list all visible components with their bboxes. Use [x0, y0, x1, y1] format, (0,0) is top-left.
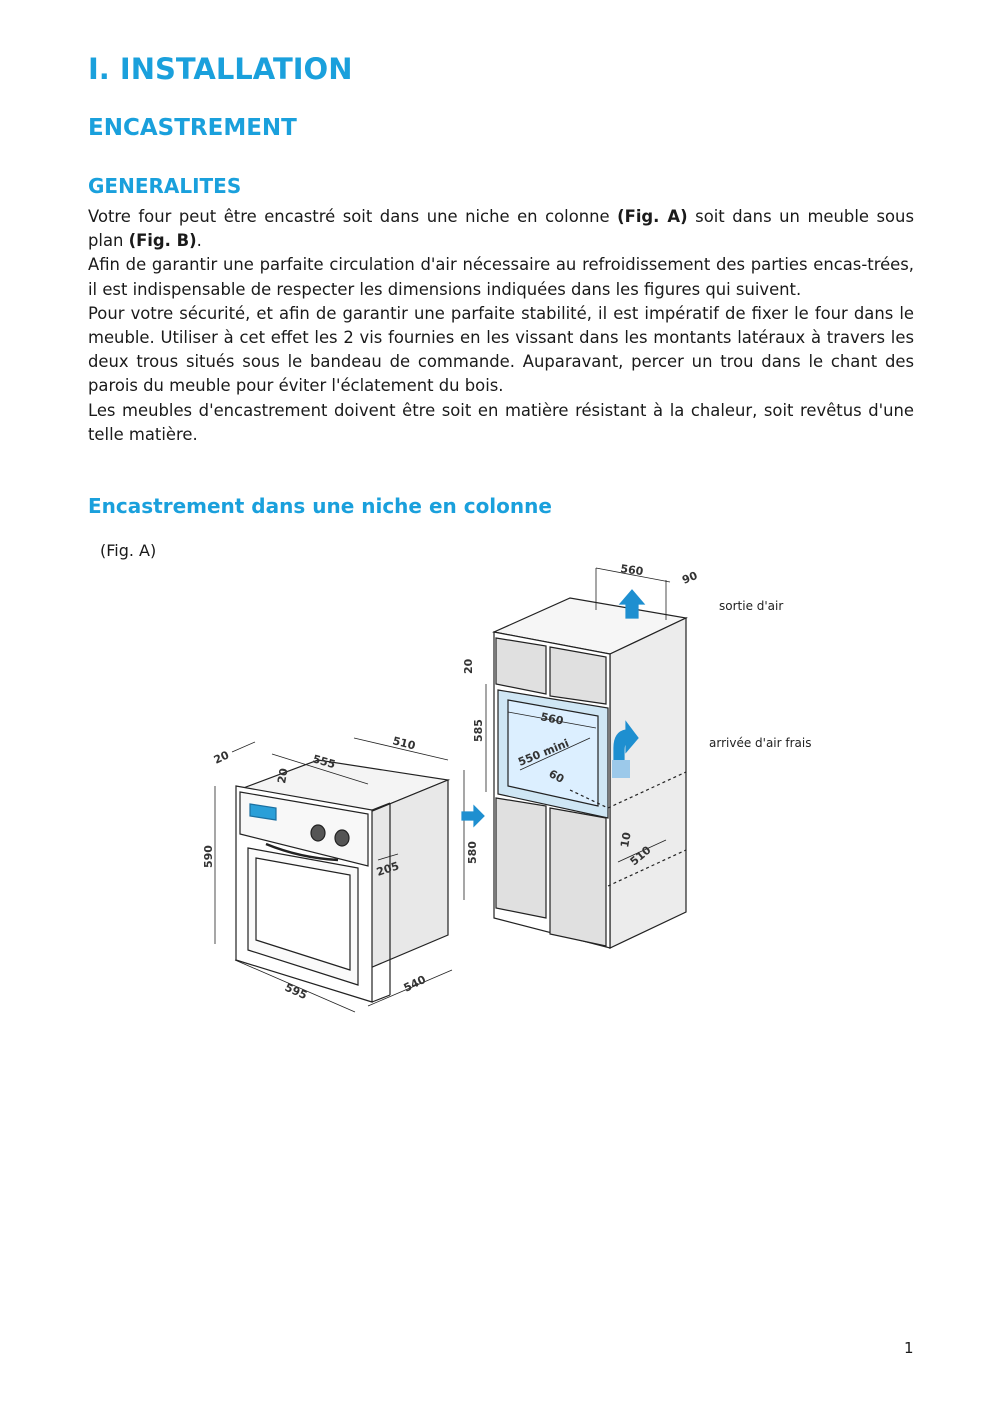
page-number: 1 [904, 1339, 914, 1357]
dim-585: 585 [472, 719, 485, 742]
generalites-heading: GENERALITES [88, 174, 242, 198]
dim-20-left: 20 [211, 748, 232, 767]
subsection-title: ENCASTREMENT [88, 115, 297, 141]
air-outlet-label: sortie d'air [719, 599, 784, 613]
paragraph-4: Les meubles d'encastrement doivent être soit en matière résistant à la chaleur, soit revêtus d'une telle matière. [88, 400, 914, 444]
fig-a-ref: (Fig. A) [617, 207, 688, 226]
dim-10: 10 [618, 831, 634, 849]
fig-b-ref: (Fig. B) [128, 231, 197, 251]
dim-20-top: 20 [275, 767, 291, 785]
dim-510-oven: 510 [391, 734, 417, 753]
dim-90: 90 [680, 568, 700, 587]
dim-560-top: 560 [619, 562, 645, 579]
insert-arrow-icon [462, 806, 484, 826]
section-title: I. INSTALLATION [88, 52, 353, 86]
dim-510-cabinet: 510 [627, 843, 654, 869]
fresh-air-inlet-label: arrivée d'air frais [709, 736, 812, 750]
dim-540: 540 [401, 972, 428, 995]
dim-555: 555 [311, 752, 337, 772]
dim-560-inner: 560 [539, 710, 565, 728]
fig-a-label: (Fig. A) [100, 541, 157, 560]
dim-580: 580 [466, 841, 479, 864]
dim-590: 590 [202, 845, 215, 868]
p1-text-c: . [196, 231, 202, 251]
p1-text-a: Votre four peut être encastré soit dans une niche en colonne [88, 207, 618, 226]
dim-20-cabinet: 20 [462, 658, 475, 674]
column-niche-heading: Encastrement dans une niche en colonne [88, 494, 552, 518]
dim-550-mini: 550 mini [516, 736, 571, 769]
dim-595: 595 [282, 980, 310, 1003]
p1-text-b: soit dans un meuble sous plan [88, 207, 914, 251]
paragraph-2: Afin de garantir une parfaite circulation d'air nécessaire au refroidissement des parties encas-trées, il est indispensable de respecter les dimensions indiquées dans les figures qui suivent. [88, 255, 914, 299]
paragraph-3: Pour votre sécurité, et afin de garantir une parfaite stabilité, il est impératif de fixer le four dans le meuble. Utiliser à cet effet les 2 vis fournies en les vissant dans les montants latéraux à travers les deux trous situés sous le bandeau de commande. Auparavant, percer un trou dans le chant des parois du meuble pour éviter l'éclatement du bois. [88, 303, 914, 396]
dim-205: 205 [374, 859, 401, 879]
dim-60: 60 [546, 767, 567, 786]
oven-drawing [215, 738, 464, 1012]
